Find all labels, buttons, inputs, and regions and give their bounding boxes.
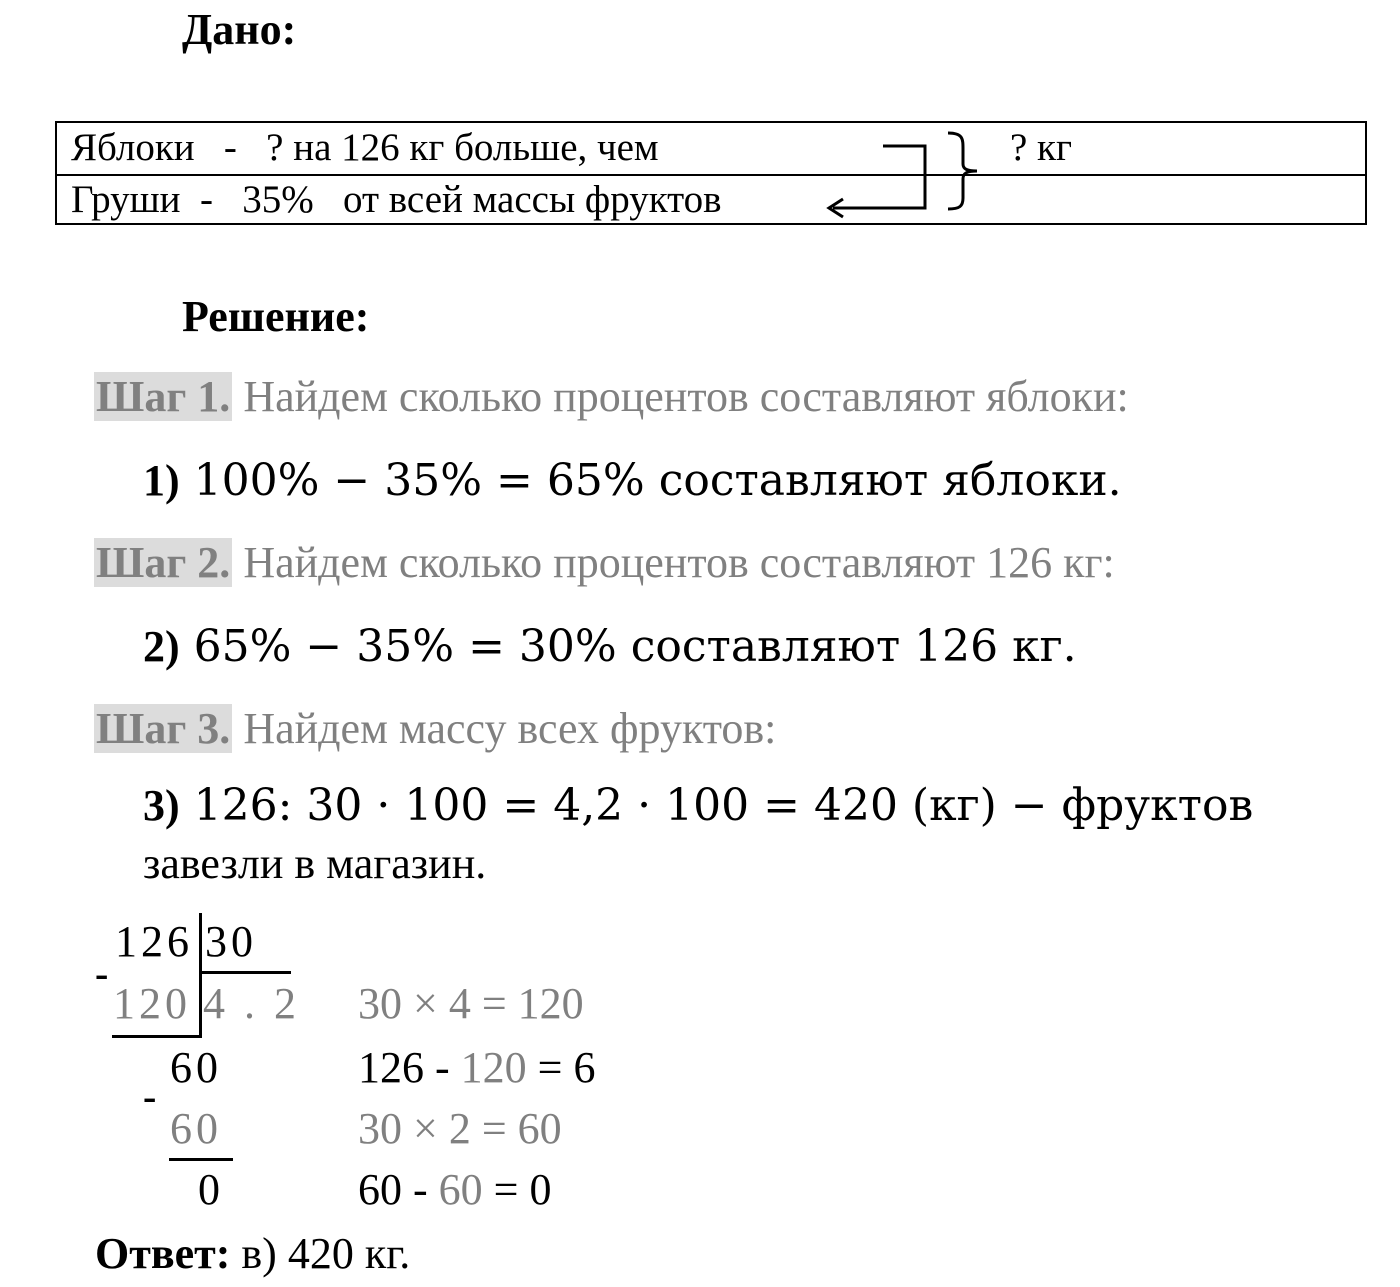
step-2 <box>94 537 1115 588</box>
apples-row: Яблоки - ? на 126 кг больше, чем <box>71 126 659 169</box>
side-calc-4: 60 - 60 = 0 <box>358 1165 552 1214</box>
step-text: Найдем сколько процентов составляют 126 кг: <box>232 538 1115 587</box>
minus-sign: - <box>95 951 109 996</box>
step-tag: Шаг 2. <box>96 538 231 587</box>
calc-3 <box>143 780 1253 831</box>
comparison-bracket <box>57 123 1369 227</box>
first-remainder: 60 <box>170 1043 222 1092</box>
given-title: Дано: <box>182 5 297 54</box>
quotient: 4 . 2 <box>203 979 300 1028</box>
calc-expression: 126: 30 · 100 = 4,2 · 100 = 420 (кг) − фруктов <box>179 780 1254 831</box>
minus-sign: - <box>143 1074 157 1119</box>
step-text: Найдем массу всех фруктов: <box>232 704 777 753</box>
step-tag: Шаг 1. <box>96 372 231 421</box>
total-question: ? кг <box>1010 126 1073 169</box>
step-1 <box>94 371 1129 422</box>
step-text: Найдем сколько процентов составляют яблоки: <box>232 372 1129 421</box>
second-subtrahend: 60 <box>170 1104 222 1153</box>
side-calc-3: 30 × 2 = 60 <box>358 1104 562 1153</box>
calc-number: 3) <box>143 781 180 830</box>
divisor: 30 <box>205 917 257 966</box>
answer-label: Ответ: <box>95 1229 231 1278</box>
given-table <box>55 121 1367 225</box>
answer <box>95 1228 410 1279</box>
calc-3-continuation: завезли в магазин. <box>143 839 487 888</box>
dividend: 126 <box>115 917 193 966</box>
calc-1 <box>143 455 1122 506</box>
step-3 <box>94 703 776 754</box>
subtraction-line <box>112 1035 202 1038</box>
calc-number: 2) <box>143 622 180 671</box>
final-remainder: 0 <box>198 1165 224 1214</box>
division-vertical-line <box>199 913 202 1037</box>
answer-text: в) 420 кг. <box>230 1229 411 1278</box>
first-subtrahend: 120 <box>113 979 191 1028</box>
subtraction-line <box>169 1158 233 1161</box>
calc-number: 1) <box>143 456 180 505</box>
calc-2 <box>143 621 1077 672</box>
divisor-underline <box>199 971 291 974</box>
calc-expression: 100% − 35% = 65% составляют яблоки. <box>179 455 1122 506</box>
pears-row: Груши - 35% от всей массы фруктов <box>71 178 722 221</box>
step-tag: Шаг 3. <box>96 704 231 753</box>
side-calc-2: 126 - 120 = 6 <box>358 1043 596 1092</box>
calc-expression: 65% − 35% = 30% составляют 126 кг. <box>179 621 1077 672</box>
solution-title: Решение: <box>182 292 370 341</box>
side-calc-1: 30 × 4 = 120 <box>358 979 584 1028</box>
